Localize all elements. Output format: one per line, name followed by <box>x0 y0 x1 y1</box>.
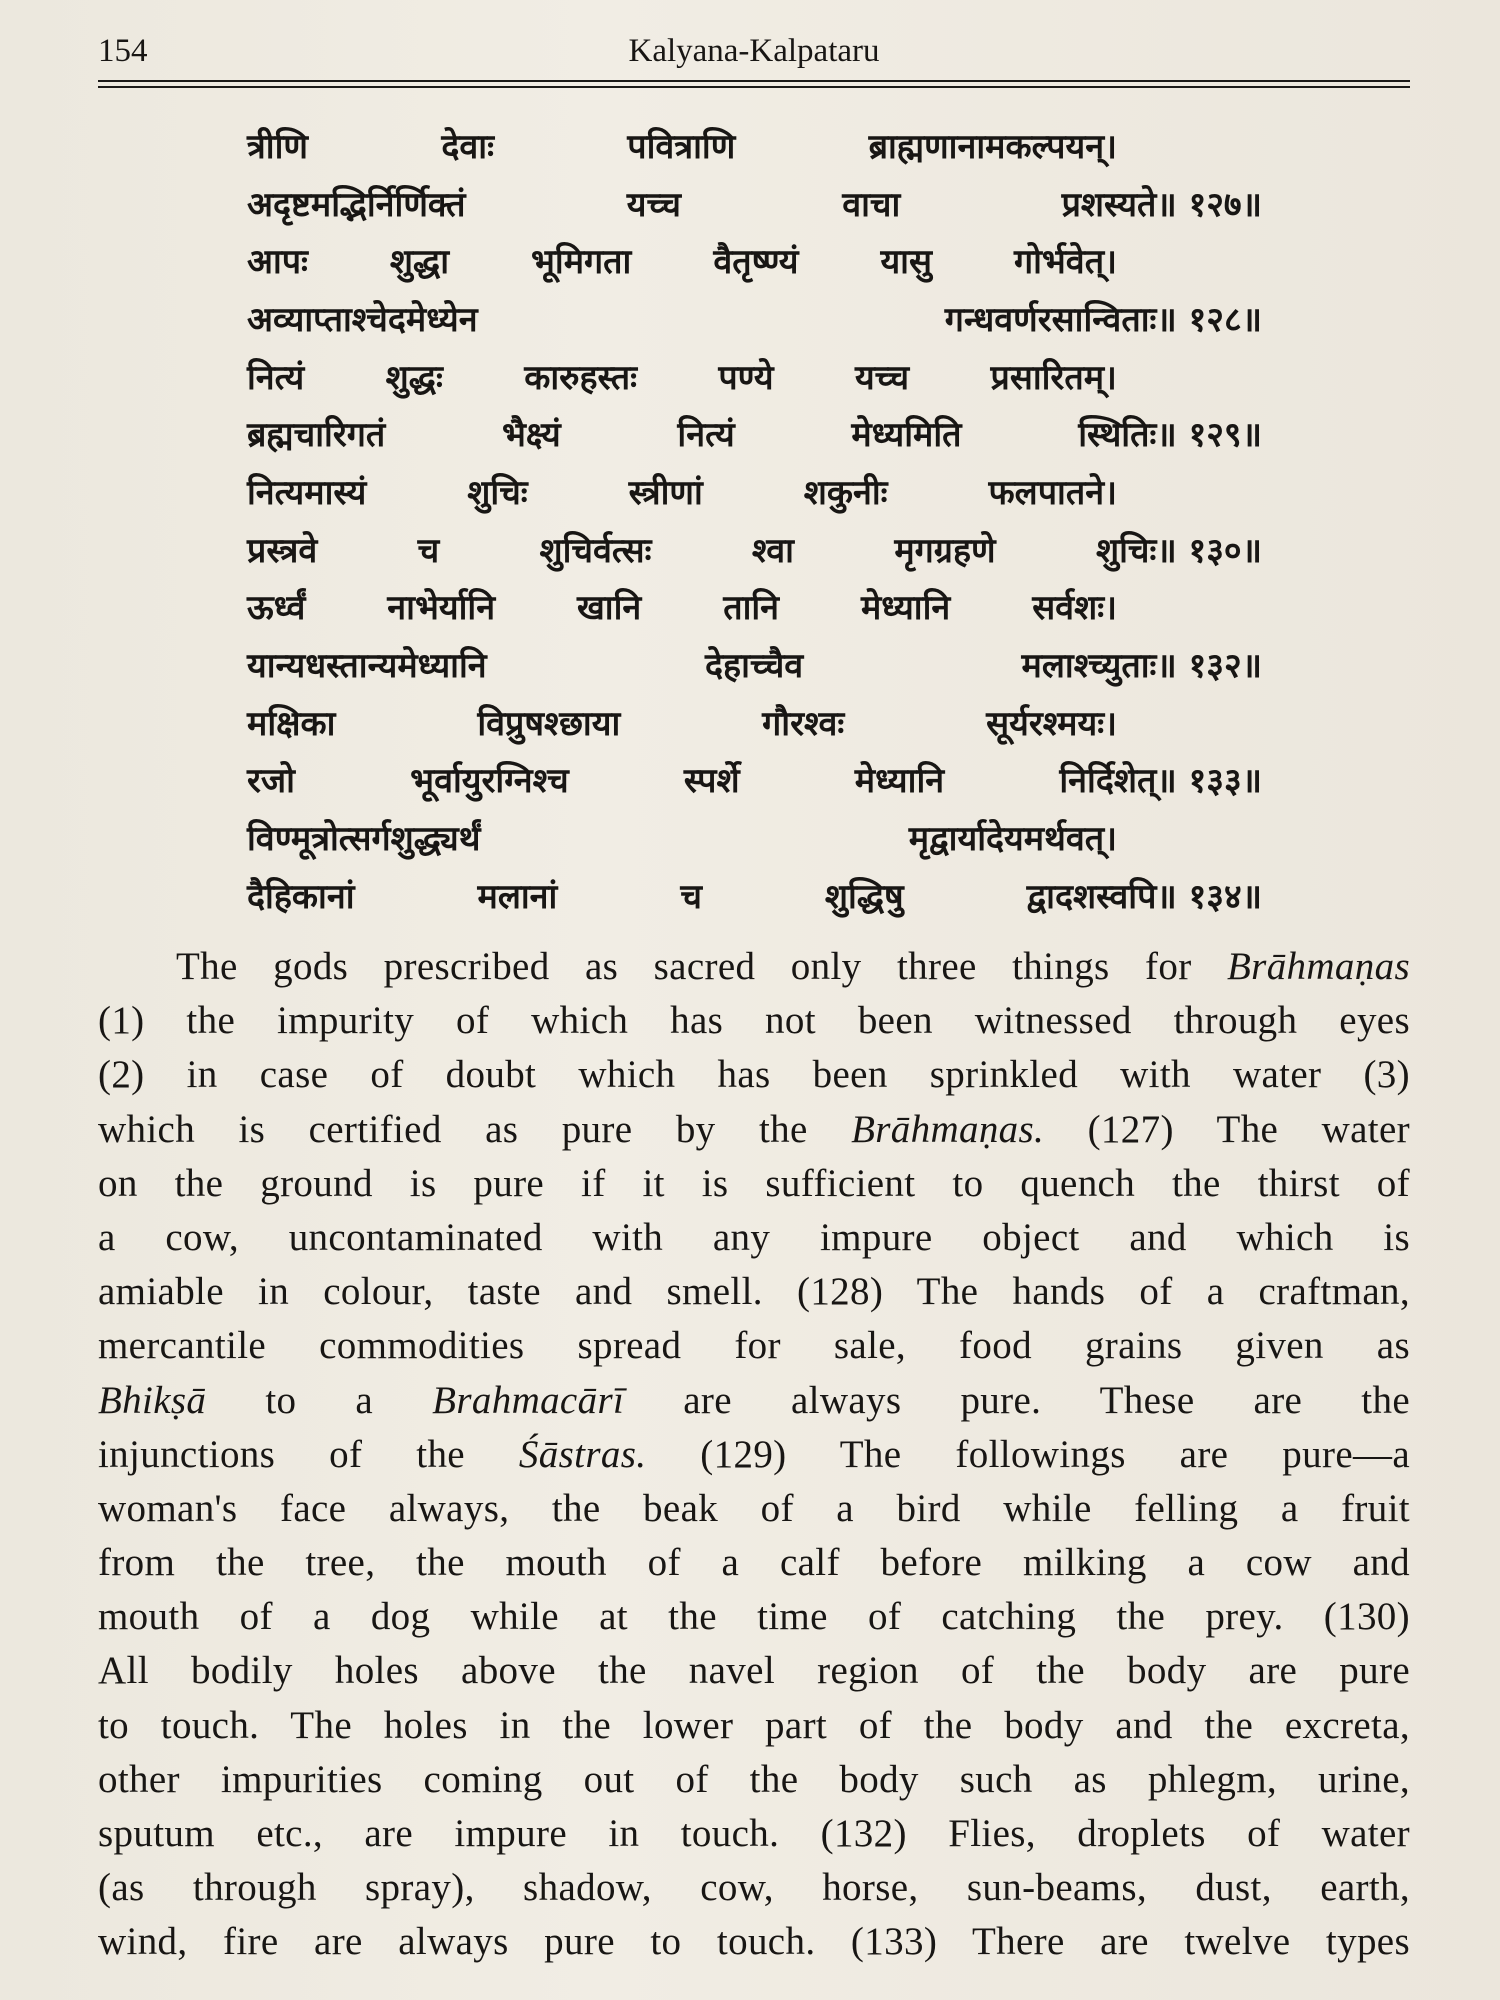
prose-text: All bodily holes above the navel region of the body are pure <box>98 1649 1410 1693</box>
prose-line <box>98 1211 1410 1265</box>
prose-text: a cow, uncontaminated with any impure object and which is <box>98 1215 1410 1259</box>
verse-line <box>247 578 1117 636</box>
prose-text: (127) The water <box>1044 1107 1410 1151</box>
verse-word: विप्रुषश्छाया <box>477 703 621 744</box>
sanskrit-verses <box>247 116 1262 924</box>
prose-line <box>98 1103 1410 1157</box>
verse-word: मलानां <box>477 876 558 917</box>
verse-line <box>247 635 1262 693</box>
prose-text: other impurities coming out of the body such as phlegm, urine, <box>98 1757 1410 1801</box>
verse-word: नित्यं <box>677 415 735 456</box>
page-header <box>98 28 1410 74</box>
verse-word: च <box>417 530 440 571</box>
verse-word: ऊर्ध्वं <box>247 588 306 629</box>
page-number: 154 <box>98 33 148 69</box>
verse-word: गन्धवर्णरसान्विताः॥ १२८॥ <box>944 299 1262 340</box>
verse-word: भूमिगता <box>531 242 632 283</box>
prose-text: to a <box>206 1378 433 1422</box>
prose-line <box>98 1861 1410 1915</box>
prose-line <box>98 1807 1410 1861</box>
verse-word: स्त्रीणां <box>628 472 703 513</box>
verse-word: स्थितिः॥ १२९॥ <box>1078 415 1262 456</box>
prose-text: mouth of a dog while at the time of catching the prey. (130) <box>98 1595 1410 1639</box>
verse-word: प्रशस्यते॥ १२७॥ <box>1061 184 1262 225</box>
verse-word: निर्दिशेत्॥ १३३॥ <box>1059 761 1262 802</box>
prose-text: (1) the impurity of which has not been witnessed through eyes <box>98 999 1410 1043</box>
prose-line <box>98 1644 1410 1698</box>
verse-word: यच्च <box>626 184 681 225</box>
verse-word: यच्च <box>854 357 910 398</box>
verse-word: प्रसारितम्। <box>990 357 1117 398</box>
prose-line <box>98 1482 1410 1536</box>
prose-text: injunctions of the <box>98 1432 519 1476</box>
verse-word: मेध्यमिति <box>851 415 962 456</box>
verse-word: रजो <box>247 761 295 802</box>
prose-line <box>98 1915 1410 1969</box>
prose-italic: Brāhmaṇas <box>1227 945 1410 988</box>
verse-line <box>247 116 1117 174</box>
prose-text: on the ground is pure if it is sufficient to quench the thirst of <box>98 1161 1410 1205</box>
verse-word: अव्याप्ताश्चेदमेध्येन <box>247 299 478 340</box>
verse-word: नाभेर्यानि <box>387 588 496 629</box>
verse-word: सर्वशः। <box>1032 588 1117 629</box>
verse-word: नित्यमास्यं <box>247 472 367 513</box>
verse-line <box>247 751 1262 809</box>
prose-line <box>98 1590 1410 1644</box>
verse-word: यासु <box>880 242 932 283</box>
prose-text: to touch. The holes in the lower part of the body and the excreta, <box>98 1703 1410 1747</box>
verse-line <box>247 866 1262 924</box>
prose-text: amiable in colour, taste and smell. (128) The hands of a craftman, <box>98 1270 1410 1314</box>
verse-line <box>247 289 1262 347</box>
prose-italic: Brahmacārī <box>432 1378 625 1422</box>
verse-word: अदृष्टमद्भिर्निर्णिक्तं <box>247 184 466 225</box>
verse-word: नित्यं <box>247 357 305 398</box>
verse-word: शुचिः <box>467 472 528 513</box>
verse-word: पण्ये <box>718 357 774 398</box>
verse-word: वैतृष्ण्यं <box>713 242 799 283</box>
verse-word: शुचिर्वत्सः <box>539 530 652 571</box>
verse-word: सूर्यरश्मयः। <box>986 703 1117 744</box>
prose-line <box>98 940 1410 994</box>
verse-word: ब्राह्मणानामकल्पयन्। <box>868 126 1117 167</box>
verse-word: मक्षिका <box>247 703 336 744</box>
prose-text: (129) The followings are pure—a <box>646 1432 1410 1476</box>
verse-word: शुद्धिषु <box>824 876 904 917</box>
prose-text: from the tree, the mouth of a calf before milking a cow and <box>98 1541 1410 1585</box>
verse-word: शुद्धः <box>385 357 443 398</box>
verse-line <box>247 520 1262 578</box>
verse-word: कारुहस्तः <box>524 357 637 398</box>
verse-word: विण्मूत्रोत्सर्गशुद्ध्यर्थं <box>247 819 481 860</box>
verse-word: वाचा <box>842 184 901 225</box>
verse-word: स्पर्शे <box>683 761 740 802</box>
verse-word: यान्यधस्तान्यमेध्यानि <box>247 646 487 687</box>
header-rule <box>98 80 1410 82</box>
verse-word: खानि <box>576 588 642 629</box>
prose-line <box>98 1374 1410 1428</box>
prose-line <box>98 1319 1410 1373</box>
verse-word: मलाश्च्युताः॥ १३२॥ <box>1021 646 1262 687</box>
prose-line <box>98 1048 1410 1102</box>
verse-word: प्रस्त्रवे <box>247 530 318 571</box>
prose-italic: Brāhmaṇas. <box>851 1107 1045 1151</box>
prose-line <box>98 1428 1410 1482</box>
verse-word: शुद्धा <box>389 242 450 283</box>
prose-line <box>98 1157 1410 1211</box>
verse-word: देवाः <box>441 126 494 167</box>
verse-word: मेध्यानि <box>860 588 951 629</box>
prose-text: e to touch. (133) There are twelve types <box>597 1920 1410 1964</box>
header-rule-double <box>98 86 1410 88</box>
prose-text: sputum etc., are impure in touch. (132) Flies, droplets of water <box>98 1812 1410 1855</box>
verse-word: द्वादशस्वपि॥ १३४॥ <box>1026 876 1262 917</box>
english-translation <box>98 940 1410 1970</box>
verse-word: पवित्राणि <box>627 126 736 167</box>
verse-word: देहाच्चैव <box>704 646 804 687</box>
verse-line <box>247 808 1117 866</box>
prose-text: mercantile commodities spread for sale, food grains given as <box>98 1324 1410 1368</box>
prose-text: woman's face always, the beak of a bird while felling a fruit <box>98 1486 1410 1530</box>
verse-word: आपः <box>247 242 308 283</box>
verse-line <box>247 404 1262 462</box>
verse-line <box>247 462 1117 520</box>
prose-line <box>98 1753 1410 1807</box>
running-title: Kalyana-Kalpataru <box>628 33 880 69</box>
verse-line <box>247 347 1117 405</box>
verse-word: भूर्वायुरग्निश्च <box>410 761 569 802</box>
verse-line <box>247 693 1117 751</box>
verse-line <box>247 231 1117 289</box>
prose-text: wind, fire are always pur <box>98 1920 598 1964</box>
verse-word: फलपातने। <box>988 472 1117 513</box>
verse-word: शुचिः॥ १३०॥ <box>1095 530 1262 571</box>
verse-line <box>247 174 1262 232</box>
prose-italic: Bhikṣā <box>98 1378 207 1422</box>
prose-line <box>98 1536 1410 1590</box>
prose-text: (as through spray), shadow, cow, horse, sun-beams, dust, earth, <box>98 1866 1410 1910</box>
verse-word: ब्रह्मचारिगतं <box>247 415 386 456</box>
verse-word: गौरश्वः <box>762 703 845 744</box>
verse-word: श्वा <box>751 530 794 571</box>
verse-word: गोर्भवेत्। <box>1013 242 1117 283</box>
verse-word: त्रीणि <box>247 126 308 167</box>
prose-line <box>98 994 1410 1048</box>
prose-line <box>98 1265 1410 1319</box>
verse-word: तानि <box>723 588 780 629</box>
verse-word: मृगग्रहणे <box>894 530 996 571</box>
verse-word: शकुनीः <box>803 472 888 513</box>
verse-word: मेध्यानि <box>854 761 945 802</box>
prose-text: which is certified as pure by the <box>98 1107 852 1151</box>
prose-text: are always pure. These are the <box>624 1378 1410 1422</box>
verse-word: च <box>680 876 702 917</box>
verse-word: दैहिकानां <box>247 876 355 917</box>
verse-word: मृद्वार्यादेयमर्थवत्। <box>908 819 1117 860</box>
prose-italic: Śāstras. <box>518 1432 647 1476</box>
prose-text: The gods prescribed as sacred only three things for <box>176 945 1227 988</box>
prose-line <box>98 1699 1410 1753</box>
prose-text: (2) in case of doubt which has been sprinkled with water (3) <box>98 1053 1410 1097</box>
verse-word: भैक्ष्यं <box>501 415 561 456</box>
